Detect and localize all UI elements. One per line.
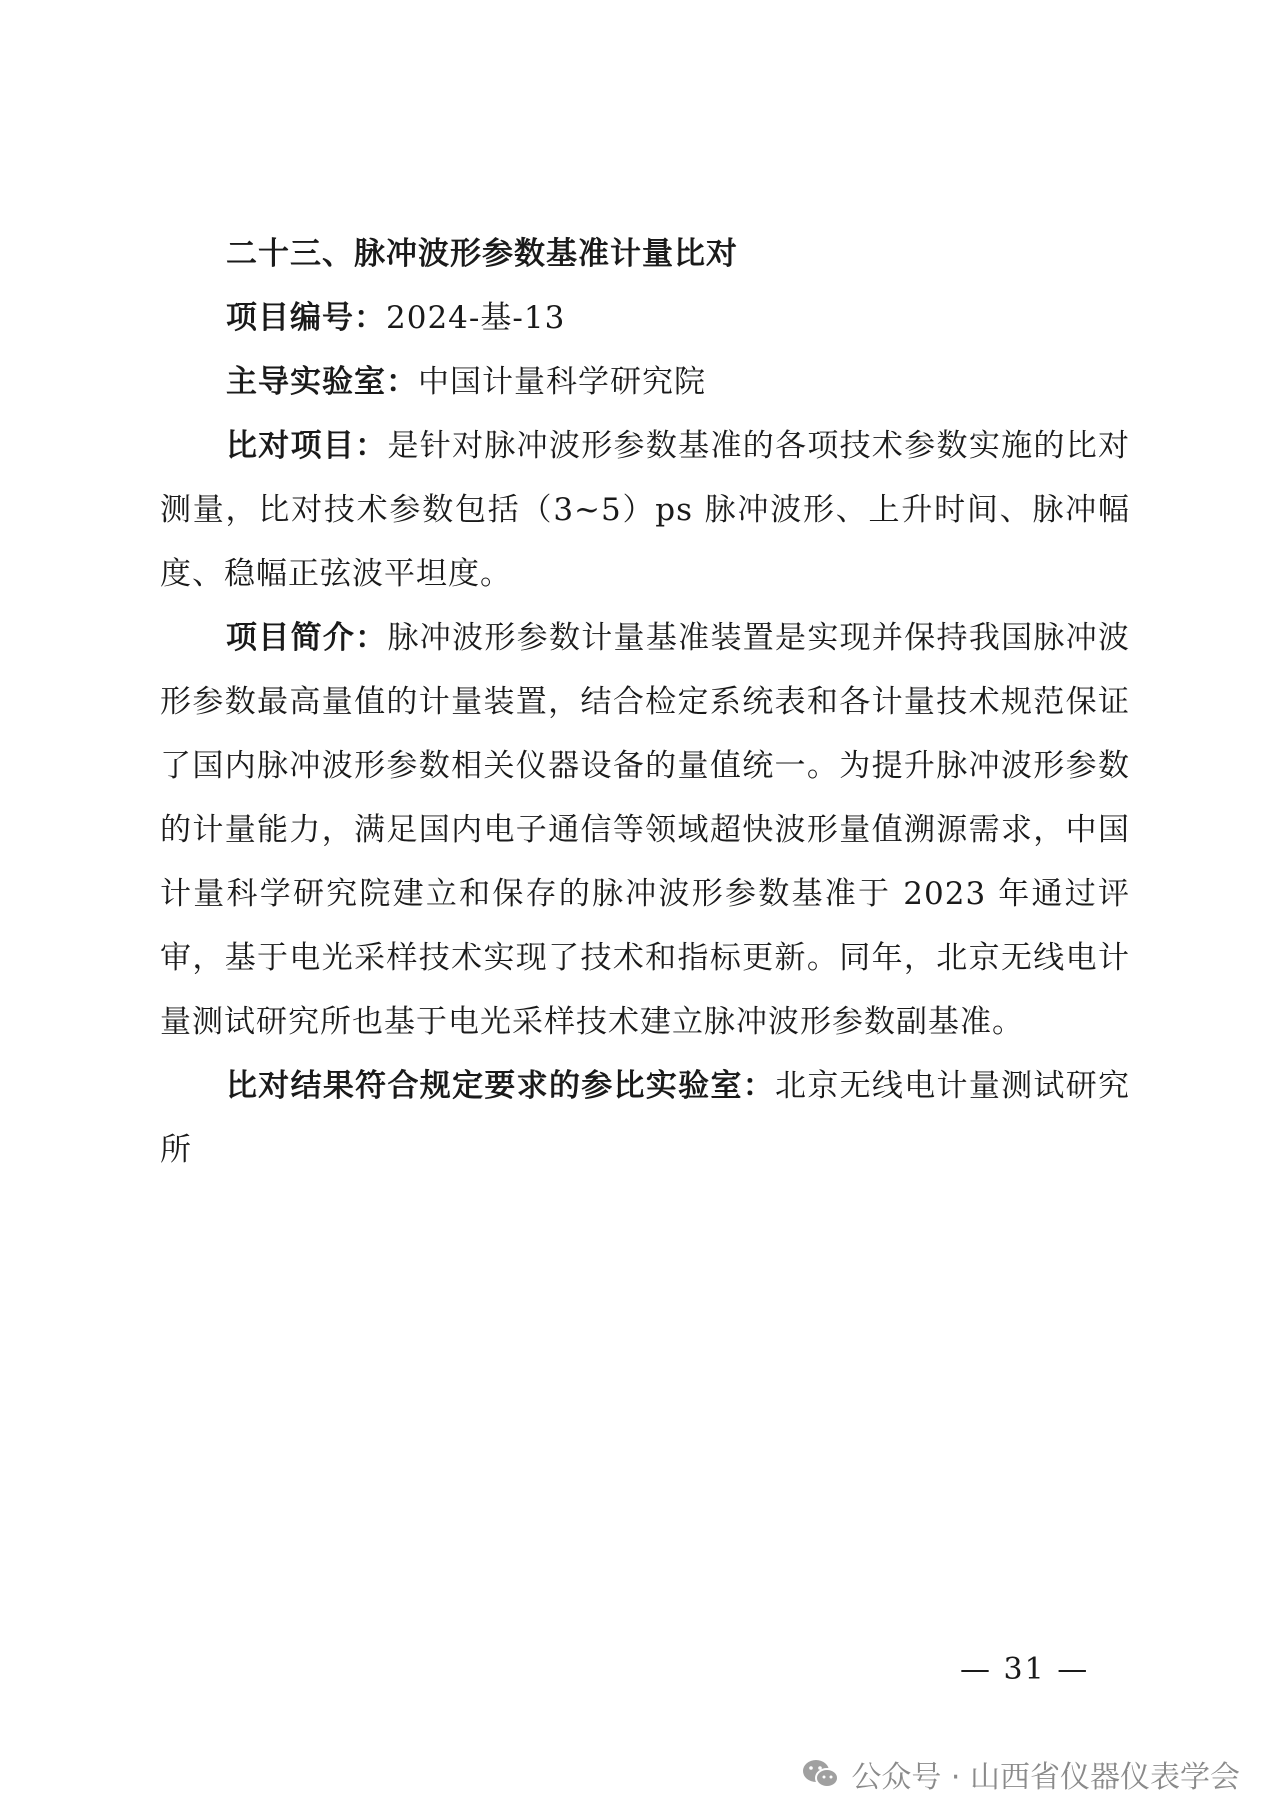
comparison-item-value: 是针对脉冲波形参数基准的各项技术参数实施的比对测量，比对技术参数包括（3~5）ps 脉冲波形、上升时间、脉冲幅度、稳幅正弦波平坦度。 [160,428,1131,592]
intro-paragraph [160,606,1130,1054]
result-value: 北京无线电计量测试研究所 [160,1068,1131,1168]
project-number-label: 项目编号： [226,300,386,336]
comparison-item-label: 比对项目： [226,428,388,464]
project-number-value: 2024-基-13 [386,300,566,336]
wechat-icon [801,1757,841,1791]
intro-label: 项目简介： [226,620,388,656]
comparison-item-paragraph [160,414,1130,606]
result-label: 比对结果符合规定要求的参比实验室： [226,1068,776,1104]
lead-lab-paragraph [160,350,1130,414]
lead-lab-label: 主导实验室： [226,364,418,400]
document-body [160,222,1130,1182]
result-paragraph [160,1054,1130,1182]
page-number: — 31 — [960,1652,1090,1687]
section-heading: 二十三、脉冲波形参数基准计量比对 [226,236,738,272]
watermark [801,1752,1240,1796]
lead-lab-value: 中国计量科学研究院 [418,364,706,400]
project-number-paragraph [160,286,1130,350]
watermark-text: 公众号 · 山西省仪器仪表学会 [851,1760,1240,1795]
intro-value: 脉冲波形参数计量基准装置是实现并保持我国脉冲波形参数最高量值的计量装置，结合检定系统表和各计量技术规范保证了国内脉冲波形参数相关仪器设备的量值统一。为提升脉冲波形参数的计量能力，满足国内电子通信等领域超快波形量值溯源需求，中国计量科学研究院建立和保存的脉冲波形参数基准于 2023 年通过评审，基于电光采样技术实现了技术和指标更新。同年，北京无线电计量测试研究所也基于电光采样技术建立脉冲波形参数副基准。 [160,620,1131,1040]
